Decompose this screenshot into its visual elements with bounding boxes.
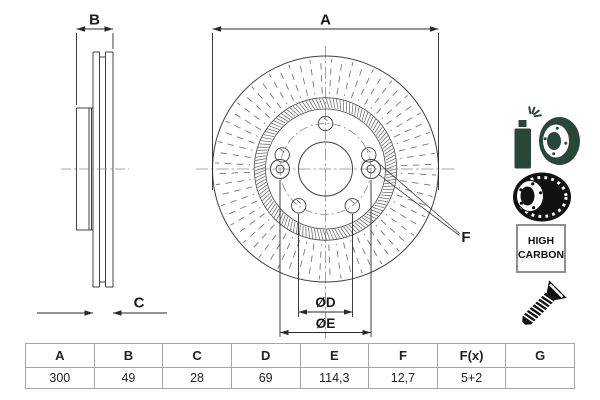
value-fx: 5+2 — [437, 368, 506, 389]
dimension-c — [37, 310, 167, 315]
coated-disc-spray-icon — [515, 107, 581, 168]
dimension-b — [77, 26, 114, 105]
dim-e-label: ØE — [315, 316, 336, 331]
high-carbon-line1: HIGH — [527, 235, 555, 248]
col-header-g: G — [506, 344, 575, 368]
value-a: 300 — [26, 368, 95, 389]
spray-can — [515, 107, 541, 168]
col-header-a: A — [26, 344, 95, 368]
value-d: 69 — [231, 368, 300, 389]
countersunk-screw-icon — [515, 280, 567, 332]
side-view-disc-section — [77, 52, 114, 287]
dimension-f-leaders — [374, 160, 459, 236]
col-header-fx: F(x) — [437, 344, 506, 368]
col-header-c: C — [163, 344, 232, 368]
dim-f-label: F — [461, 229, 471, 246]
dim-d-label: ØD — [315, 295, 336, 310]
spec-table-header-row — [26, 344, 575, 368]
value-e: 114,3 — [300, 368, 369, 389]
col-header-d: D — [231, 344, 300, 368]
vented-disc-icon — [513, 173, 571, 222]
dim-b-label: B — [89, 11, 100, 29]
col-header-f: F — [369, 344, 438, 368]
value-g — [506, 368, 575, 389]
dimension-spec-table — [25, 343, 575, 389]
value-f: 12,7 — [369, 368, 438, 389]
high-carbon-badge — [516, 224, 566, 273]
dim-a-label: A — [320, 11, 331, 29]
dim-c-label: C — [133, 294, 145, 312]
value-b: 49 — [94, 368, 163, 389]
col-header-e: E — [300, 344, 369, 368]
spec-table-value-row — [26, 368, 575, 389]
col-header-b: B — [94, 344, 163, 368]
high-carbon-line2: CARBON — [517, 249, 565, 261]
value-c: 28 — [163, 368, 232, 389]
